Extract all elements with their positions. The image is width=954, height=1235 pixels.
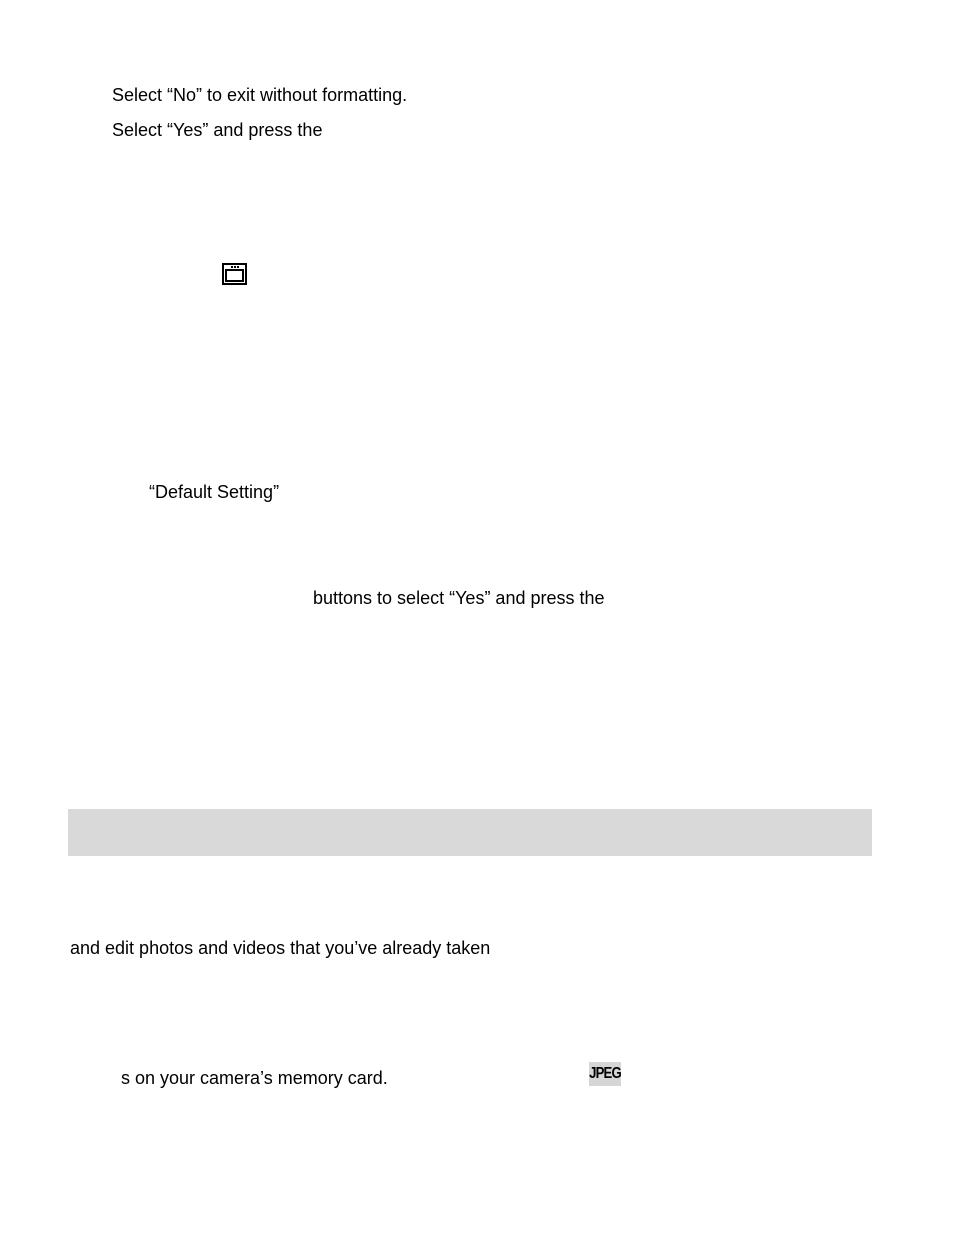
text-line-format-no: Select “No” to exit without formatting.	[112, 85, 408, 105]
text-line-select-yes: buttons to select “Yes” and press the	[313, 588, 605, 608]
text-line-memory-card: s on your camera’s memory card.	[121, 1068, 388, 1088]
text-line-format-yes: Select “Yes” and press the	[112, 120, 323, 140]
section-heading-bar	[68, 809, 872, 856]
text-line-default-setting: “Default Setting”	[149, 482, 280, 502]
jpeg-icon: JPEG	[589, 1062, 621, 1086]
text-line-edit-photos: and edit photos and videos that you’ve already taken	[70, 938, 491, 958]
menu-icon	[222, 263, 247, 285]
